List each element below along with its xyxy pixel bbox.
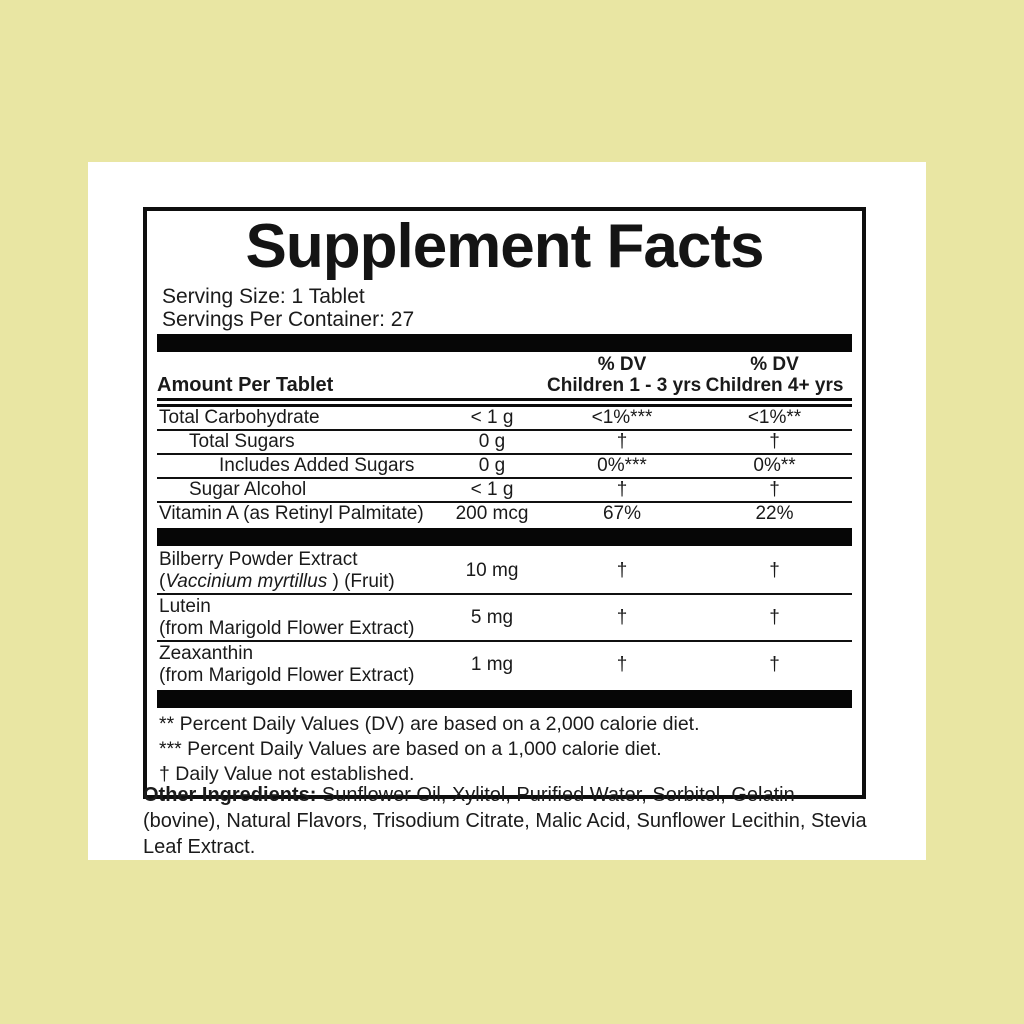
botanical-name-line2: (Vaccinium myrtillus ) (Fruit) — [159, 570, 395, 592]
dv1-line2: Children 1 - 3 yrs — [547, 375, 702, 396]
botanical-dv2: † — [769, 559, 780, 581]
other-ingredients-text: Sunflower Oil, Xylitol, Purified Water, Sorbitol, Gelatin (bovine), Natural Flavors, Trisodium Citrate, Malic Acid, Sunflower Lecithin, Stevia Leaf Extract. — [143, 784, 867, 858]
botanical-amount: 10 mg — [465, 559, 519, 581]
thick-divider-bar-top — [157, 334, 852, 352]
nutrient-name: Vitamin A (as Retinyl Palmitate) — [159, 503, 424, 524]
dv2-line2: Children 4+ yrs — [705, 375, 844, 396]
footnotes — [157, 712, 852, 787]
header-double-rule — [157, 398, 852, 407]
botanical-dv2: † — [769, 653, 780, 675]
nutrient-dv2: 22% — [755, 503, 794, 524]
nutrient-row-added-sugars — [157, 455, 852, 477]
label-panel — [88, 162, 926, 860]
footnote-2000-calorie: ** Percent Daily Values (DV) are based on a 2,000 calorie diet. — [159, 713, 700, 735]
botanical-dv1: † — [616, 559, 628, 581]
botanical-name — [157, 596, 437, 640]
botanical-name — [157, 549, 437, 593]
botanical-dv2: † — [769, 606, 780, 628]
nutrient-name: Includes Added Sugars — [219, 455, 415, 476]
nutrient-row-total-carbohydrate — [157, 407, 852, 429]
other-ingredients — [143, 782, 869, 860]
column-header-dv-children-1-3 — [547, 354, 702, 396]
column-header-amount: Amount Per Tablet — [157, 374, 334, 396]
botanical-row-bilberry — [157, 548, 852, 593]
footnote-dv-not-established: † Daily Value not established. — [159, 763, 415, 785]
nutrient-dv2: † — [769, 431, 780, 452]
column-header-dv-children-4plus — [697, 354, 852, 396]
botanical-dv1: † — [616, 653, 628, 675]
nutrient-name: Sugar Alcohol — [189, 479, 307, 500]
nutrient-dv1: † — [616, 479, 628, 500]
thick-divider-bar-bottom — [157, 690, 852, 708]
nutrient-amount: 0 g — [478, 431, 506, 452]
nutrient-dv1: <1%*** — [591, 407, 653, 428]
serving-size: Serving Size: 1 Tablet — [162, 285, 365, 308]
botanical-row-lutein — [157, 595, 852, 640]
nutrient-amount: 200 mcg — [455, 503, 529, 524]
botanical-amount: 5 mg — [470, 606, 514, 628]
botanical-name-line1: Lutein — [159, 595, 211, 617]
nutrient-row-sugar-alcohol — [157, 479, 852, 501]
dv2-line1: % DV — [750, 354, 799, 375]
botanical-row-zeaxanthin — [157, 642, 852, 687]
nutrient-name: Total Carbohydrate — [159, 407, 320, 428]
other-ingredients-label: Other Ingredients: — [143, 784, 317, 806]
botanical-name-line1: Bilberry Powder Extract — [159, 548, 358, 570]
nutrient-dv1: 67% — [602, 503, 642, 524]
botanical-name-line2: (from Marigold Flower Extract) — [159, 617, 415, 639]
nutrient-row-total-sugars — [157, 431, 852, 453]
nutrient-amount: < 1 g — [470, 407, 514, 428]
supplement-facts-box — [143, 207, 866, 799]
nutrient-amount: < 1 g — [470, 479, 514, 500]
latin-name: Vaccinium myrtillus — [165, 570, 328, 592]
nutrient-dv2: † — [769, 479, 780, 500]
botanical-amount: 1 mg — [470, 653, 514, 675]
nutrient-dv1: 0%*** — [597, 455, 647, 476]
supplement-facts-title: Supplement Facts — [245, 212, 764, 281]
table-header-row — [157, 354, 852, 396]
botanical-name-line2: (from Marigold Flower Extract) — [159, 664, 415, 686]
dv1-line1: % DV — [597, 354, 647, 375]
nutrient-row-vitamin-a — [157, 503, 852, 525]
nutrient-amount: 0 g — [478, 455, 506, 476]
nutrient-dv2: 0%** — [753, 455, 796, 476]
thick-divider-bar-middle — [157, 528, 852, 546]
nutrient-dv2: <1%** — [747, 407, 802, 428]
nutrient-name: Total Sugars — [189, 431, 295, 452]
botanical-name — [157, 643, 437, 687]
serving-info — [157, 285, 852, 331]
nutrient-dv1: † — [616, 431, 628, 452]
servings-per-container: Servings Per Container: 27 — [162, 308, 415, 331]
footnote-1000-calorie: *** Percent Daily Values are based on a 1,000 calorie diet. — [159, 738, 662, 760]
botanical-name-line1: Zeaxanthin — [159, 642, 254, 664]
botanical-dv1: † — [616, 606, 628, 628]
